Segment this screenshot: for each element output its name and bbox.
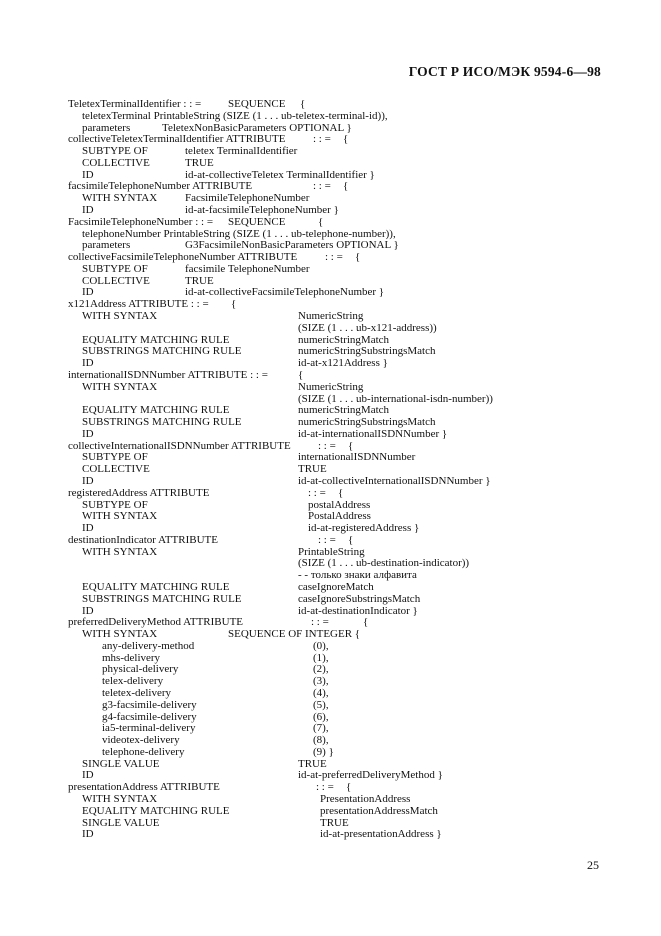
code-segment: (2), [313,663,329,676]
code-segment: { [338,486,344,499]
code-segment: ID [82,357,94,370]
code-segment: { [363,616,369,629]
code-segment: SINGLE VALUE [82,816,160,829]
code-segment: id-at-collectiveFacsimileTelephoneNumber } [185,286,385,299]
code-segment: any-delivery-method [102,639,195,652]
code-segment: ID [82,828,94,841]
code-segment: G3FacsimileNonBasicParameters OPTIONAL } [185,239,399,252]
code-segment: COLLECTIVE [82,156,150,169]
code-segment: facsimileTelephoneNumber ATTRIBUTE [68,180,253,193]
code-segment: (8), [313,734,329,747]
code-segment: telephone-delivery [102,745,185,758]
code-segment: x121Address ATTRIBUTE : : = [68,298,209,311]
code-segment: : : = [325,251,343,264]
code-segment: WITH SYNTAX [82,545,158,558]
code-segment: teletex TerminalIdentifier [185,145,298,158]
code-segment: EQUALITY MATCHING RULE [82,804,230,817]
code-segment: TRUE [298,463,327,476]
code-segment: { [300,98,306,110]
code-segment: EQUALITY MATCHING RULE [82,580,230,593]
code-segment: { [348,439,354,452]
code-segment: : : = [313,133,331,146]
code-segment: SUBTYPE OF [82,451,148,464]
code-segment: PresentationAddress [320,793,411,806]
code-segment: id-at-internationalISDNNumber } [298,427,448,440]
code-segment: (5), [313,698,329,711]
code-segment: TRUE [320,816,349,829]
code-segment: SUBSTRINGS MATCHING RULE [82,345,242,358]
code-segment: : : = [313,180,331,193]
code-segment: { [231,298,237,311]
code-segment: TRUE [185,156,214,169]
code-segment: presentationAddress ATTRIBUTE [68,781,220,794]
code-segment: TeletexTerminalIdentifier : : = [68,98,202,110]
code-segment: - - только знаки алфавита [298,569,417,582]
code-segment: ID [82,474,94,487]
code-segment: id-at-facsimileTelephoneNumber } [185,204,339,217]
code-segment: id-at-preferredDeliveryMethod } [298,769,443,782]
code-segment: id-at-presentationAddress } [320,828,442,841]
code-segment: numericStringSubstringsMatch [298,345,436,358]
code-segment: collectiveInternationalISDNNumber ATTRIBUTE [68,439,291,452]
code-segment: g3-facsimile-delivery [102,698,197,711]
code-segment: { [343,180,349,193]
code-segment: postalAddress [308,498,371,511]
code-segment: FacsimileTelephoneNumber [185,192,310,205]
code-segment: telex-delivery [102,675,164,688]
code-segment: : : = [318,439,336,452]
code-segment: SEQUENCE [228,98,286,110]
code-segment: COLLECTIVE [82,274,150,287]
code-segment: ID [82,168,94,181]
code-segment: registeredAddress ATTRIBUTE [68,486,210,499]
code-segment: caseIgnoreSubstringsMatch [298,592,421,605]
code-segment: SINGLE VALUE [82,757,160,770]
code-segment: ID [82,769,94,782]
code-segment: numericStringMatch [298,333,390,346]
code-segment: WITH SYNTAX [82,628,158,641]
code-segment: internationalISDNNumber ATTRIBUTE : : = [68,368,268,381]
code-segment: FacsimileTelephoneNumber : : = [68,215,214,228]
code-segment: COLLECTIVE [82,463,150,476]
code-segment: physical-delivery [102,663,179,676]
code-segment: { [318,215,324,228]
code-segment: : : = [316,781,334,794]
code-segment: id-at-x121Address } [298,357,388,370]
code-segment: facsimile TelephoneNumber [185,262,310,275]
code-segment: (SIZE (1 . . . ub-x121-address)) [298,321,437,334]
code-segment: : : = [308,486,326,499]
code-segment: { [343,133,349,146]
code-segment: destinationIndicator ATTRIBUTE [68,533,218,546]
code-segment: WITH SYNTAX [82,310,158,323]
code-segment: teletexTerminal PrintableString (SIZE (1 . . . ub-teletex-terminal-id)), [82,109,388,122]
code-segment: id-at-registeredAddress } [308,522,420,535]
code-segment: SUBTYPE OF [82,498,148,511]
code-segment: presentationAddressMatch [320,804,438,817]
code-segment: { [348,533,354,546]
code-segment: numericStringSubstringsMatch [298,416,436,429]
code-segment: TRUE [298,757,327,770]
code-segment: SEQUENCE OF INTEGER { [228,628,361,641]
code-segment: (0), [313,639,329,652]
code-segment: (9) } [313,745,334,758]
code-segment: (SIZE (1 . . . ub-destination-indicator)) [298,557,470,570]
code-segment: SUBSTRINGS MATCHING RULE [82,416,242,429]
code-segment: SUBTYPE OF [82,145,148,158]
code-segment: parameters [82,121,131,134]
code-segment: ID [82,286,94,299]
code-segment: (1), [313,651,329,664]
code-segment: ID [82,204,94,217]
code-segment: SUBTYPE OF [82,262,148,275]
code-segment: ID [82,522,94,535]
code-segment: TeletexNonBasicParameters OPTIONAL } [162,121,352,134]
code-segment: { [355,251,361,264]
code-segment: (SIZE (1 . . . ub-international-isdn-number)) [298,392,493,405]
code-segment: PostalAddress [308,510,371,523]
code-segment: (3), [313,675,329,688]
code-segment: ID [82,427,94,440]
code-segment: WITH SYNTAX [82,510,158,523]
code-segment: ID [82,604,94,617]
code-segment: collectiveTeletexTerminalIdentifier ATTRIBUTE [68,133,286,146]
code-segment: (6), [313,710,329,723]
code-segment: WITH SYNTAX [82,192,158,205]
code-segment: NumericString [298,380,364,393]
page-number: 25 [587,858,599,872]
document-header: ГОСТ Р ИСО/МЭК 9594-6—98 [408,64,601,79]
code-segment: numericStringMatch [298,404,390,417]
code-segment: EQUALITY MATCHING RULE [82,333,230,346]
code-segment: EQUALITY MATCHING RULE [82,404,230,417]
code-segment: SEQUENCE [228,215,286,228]
code-segment: id-at-collectiveTeletex TerminalIdentifier } [185,168,375,181]
code-segment: TRUE [185,274,214,287]
code-segment: : : = [311,616,329,629]
code-segment: caseIgnoreMatch [298,580,374,593]
code-segment: g4-facsimile-delivery [102,710,197,723]
code-segment: videotex-delivery [102,734,180,747]
code-segment: { [298,368,304,381]
code-segment: preferredDeliveryMethod ATTRIBUTE [68,616,244,629]
code-segment: (7), [313,722,329,735]
code-segment: WITH SYNTAX [82,380,158,393]
code-segment: WITH SYNTAX [82,793,158,806]
code-segment: ia5-terminal-delivery [102,722,196,735]
code-segment: mhs-delivery [102,651,161,664]
code-segment: internationalISDNNumber [298,451,416,464]
code-segment: SUBSTRINGS MATCHING RULE [82,592,242,605]
code-segment: : : = [318,533,336,546]
code-segment: NumericString [298,310,364,323]
code-segment: (4), [313,687,329,699]
code-segment: parameters [82,239,131,252]
code-segment: telephoneNumber PrintableString (SIZE (1 . . . ub-telephone-number)), [82,227,396,240]
code-segment: id-at-destinationIndicator } [298,604,418,617]
code-segment: teletex-delivery [102,687,172,699]
code-segment: id-at-collectiveInternationalISDNNumber } [298,474,491,487]
code-segment: PrintableString [298,545,365,558]
code-segment: collectiveFacsimileTelephoneNumber ATTRIBUTE [68,251,298,264]
code-segment: { [346,781,352,794]
